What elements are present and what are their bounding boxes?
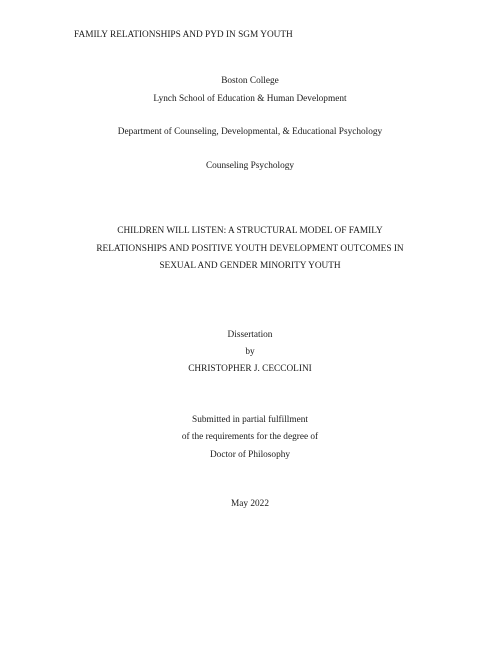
title-line: RELATIONSHIPS AND POSITIVE YOUTH DEVELOPMENT OUTCOMES IN — [96, 244, 404, 254]
author-name: CHRISTOPHER J. CECCOLINI — [188, 364, 312, 374]
document-type: Dissertation — [227, 330, 273, 340]
school-name: Lynch School of Education & Human Development — [153, 94, 347, 104]
college-name: Boston College — [221, 76, 279, 86]
running-head: FAMILY RELATIONSHIPS AND PYD IN SGM YOUTH — [74, 30, 293, 40]
department-name: Department of Counseling, Developmental, & Educational Psychology — [117, 127, 383, 137]
by-label: by — [245, 347, 255, 357]
submission-line: Submitted in partial fulfillment — [192, 415, 308, 425]
title-line: CHILDREN WILL LISTEN: A STRUCTURAL MODEL OF FAMILY — [117, 226, 383, 236]
title-line: SEXUAL AND GENDER MINORITY YOUTH — [159, 261, 341, 271]
submission-date: May 2022 — [231, 499, 269, 509]
submission-line: of the requirements for the degree of — [181, 432, 319, 442]
program-name: Counseling Psychology — [205, 161, 295, 171]
submission-line: Doctor of Philosophy — [209, 450, 291, 460]
